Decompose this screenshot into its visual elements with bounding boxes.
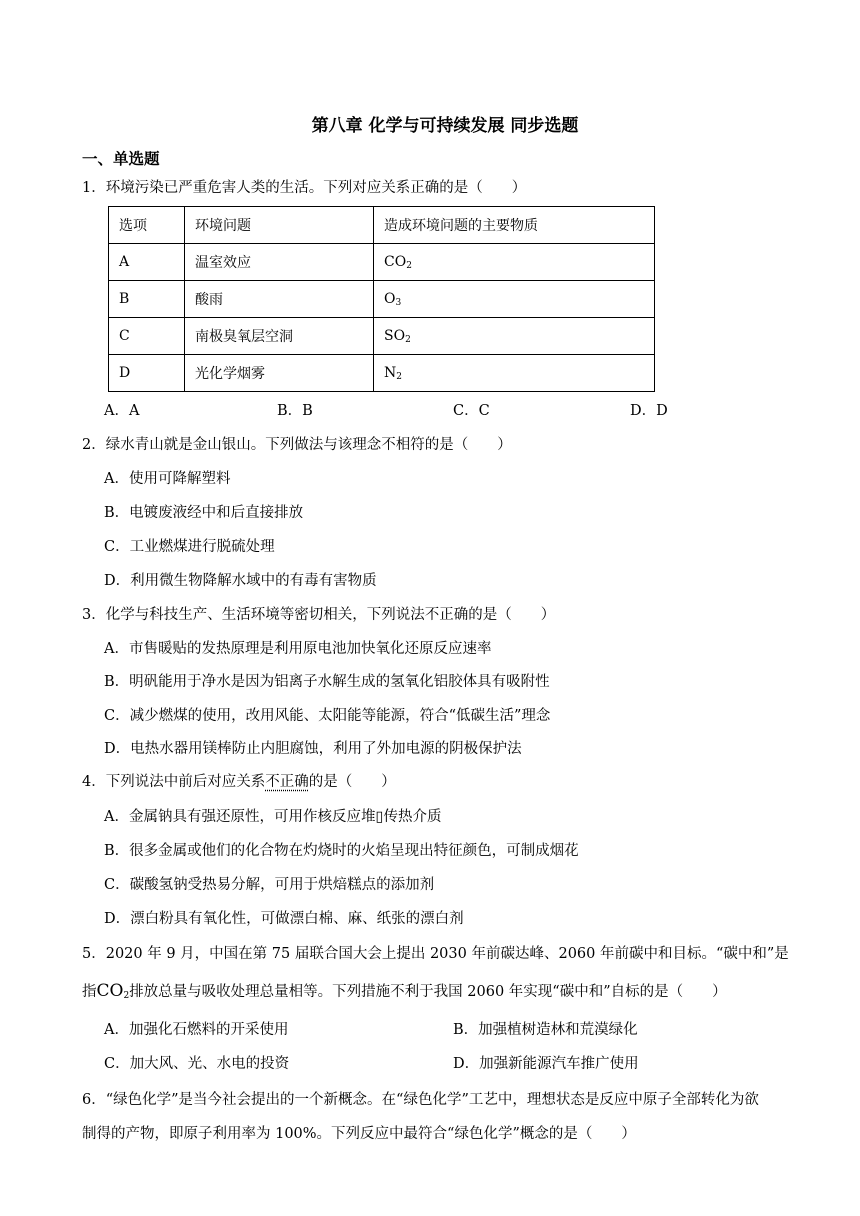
table-header-row	[109, 207, 655, 244]
q2-option-c: C．工业燃煤进行脱硫处理	[104, 539, 275, 555]
q6-stem-line1: 6．“绿色化学”是当今社会提出的一个新概念。在“绿色化学”工艺中，理想状态是反应中原子全部转化为欲	[82, 1092, 759, 1108]
q5-option-d: D．加强新能源汽车推广使用	[453, 1056, 639, 1072]
q3-option-b: B．明矾能用于净水是因为铝离子水解生成的氢氧化铝胶体具有吸附性	[104, 674, 550, 690]
q6-stem-line2: 制得的产物，即原子利用率为 100%。下列反应中最符合“绿色化学”概念的是（ ）	[82, 1126, 636, 1142]
q3-option-a: A．市售暖贴的发热原理是利用原电池加快氧化还原反应速率	[104, 641, 492, 657]
table-row	[109, 355, 655, 392]
q2-option-b: B．电镀废液经中和后直接排放	[104, 505, 304, 521]
environment-table	[108, 206, 655, 392]
q2-stem: 2．绿水青山就是金山银山。下列做法与该理念不相符的是（ ）	[82, 437, 512, 453]
q5-stem-line2: 指$CO_2$排放总量与吸收处理总量相等。下列措施不利于我国 2060 年实现“碳中和”自标的是（ ）	[82, 981, 727, 1001]
q3-option-d: D．电热水器用镁棒防止内胆腐蚀，利用了外加电源的阴极保护法	[104, 741, 522, 757]
table-header-cell: 环境问题	[185, 207, 374, 244]
table-cell: A	[109, 244, 185, 281]
q4-option-d: D．漂白粉具有氧化性，可做漂白棉、麻、纸张的漂白剂	[104, 911, 464, 927]
q1-option-b: B．B	[277, 403, 313, 419]
q4-stem: 4．下列说法中前后对应关系不正确的是（ ）	[82, 774, 396, 790]
table-header-cell: 选项	[109, 207, 185, 244]
table-cell: $N_2$	[374, 355, 655, 392]
q1-option-d: D．D	[630, 403, 668, 419]
q1-option-a: A．A	[104, 403, 140, 419]
table-header-cell: 造成环境问题的主要物质	[374, 207, 655, 244]
q2-option-a: A．使用可降解塑料	[104, 471, 231, 487]
q3-option-c: C．减少燃煤的使用，改用风能、太阳能等能源，符合“低碳生活”理念	[104, 708, 551, 724]
table-cell: $SO_2$	[374, 318, 655, 355]
q1-stem: 1．环境污染已严重危害人类的生活。下列对应关系正确的是（ ）	[82, 180, 527, 196]
table-cell: B	[109, 281, 185, 318]
q4-option-a: A．金属钠具有强还原性，可用作核反应堆▯传热介质	[104, 809, 442, 825]
page-title: 第八章 化学与可持续发展 同步选题	[311, 116, 579, 136]
table-cell: 南极臭氧层空洞	[185, 318, 374, 355]
table-cell: $CO_2$	[374, 244, 655, 281]
table-cell: C	[109, 318, 185, 355]
table-row	[109, 244, 655, 281]
emphasis-text: 不正确	[265, 774, 309, 790]
table-cell: 光化学烟雾	[185, 355, 374, 392]
q5-stem-line1: 5．2020 年 9 月，中国在第 75 届联合国大会上提出 2030 年前碳达峰、2060 年前碳中和目标。“碳中和”是	[82, 946, 789, 962]
table-cell: 温室效应	[185, 244, 374, 281]
q5-option-c: C．加大风、光、水电的投资	[104, 1056, 290, 1072]
table-cell: D	[109, 355, 185, 392]
table-row	[109, 281, 655, 318]
q4-option-b: B．很多金属或他们的化合物在灼烧时的火焰呈现出特征颜色，可制成烟花	[104, 843, 579, 859]
table-cell: 酸雨	[185, 281, 374, 318]
table-cell: $O_3$	[374, 281, 655, 318]
q2-option-d: D．利用微生物降解水域中的有毒有害物质	[104, 573, 377, 589]
q4-option-c: C．碳酸氢钠受热易分解，可用于烘焙糕点的添加剂	[104, 877, 435, 893]
q3-stem: 3．化学与科技生产、生活环境等密切相关，下列说法不正确的是（ ）	[82, 607, 556, 623]
section-heading: 一、单选题	[82, 150, 160, 168]
q1-option-c: C．C	[453, 403, 490, 419]
table-row	[109, 318, 655, 355]
q5-option-a: A．加强化石燃料的开采使用	[104, 1022, 289, 1038]
q5-option-b: B．加强植树造林和荒漠绿化	[453, 1022, 638, 1038]
